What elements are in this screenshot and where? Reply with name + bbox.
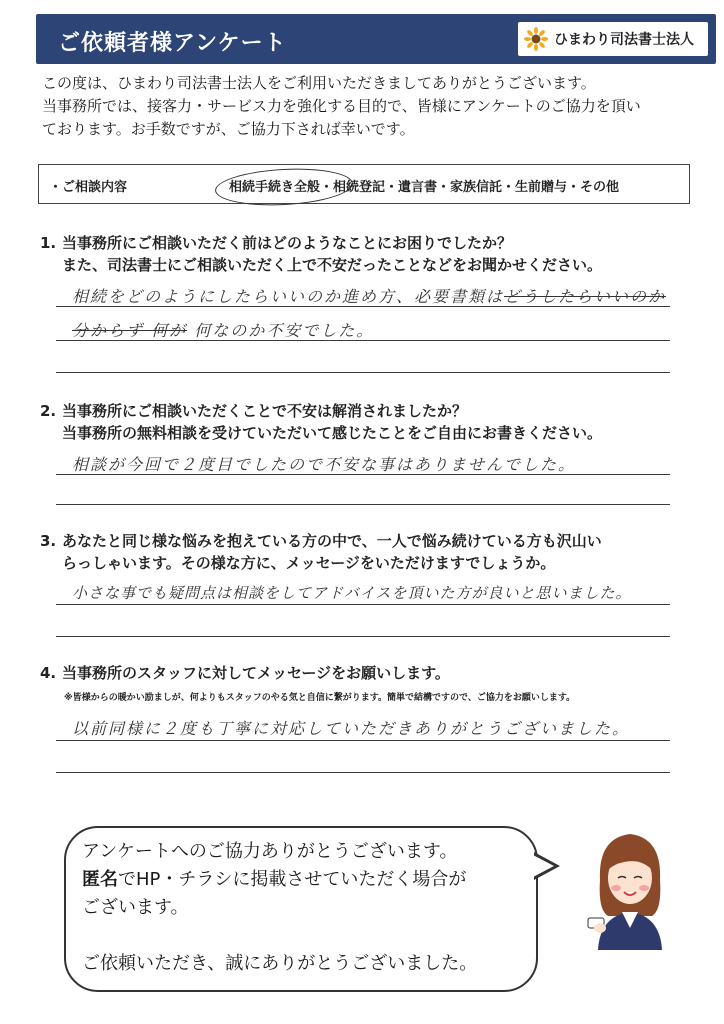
intro-line: ております。お手数ですが、ご協力下されば幸いです。: [42, 120, 415, 138]
question-text: あなたと同じ様な悩みを抱えている方の中で、一人で悩み続けている方も沢山い: [62, 532, 602, 550]
question-number: 1.: [40, 234, 57, 252]
bubble-tail-inner: [533, 855, 554, 877]
struck-text: どうしたらいいのか: [504, 287, 667, 306]
question-number: 2.: [40, 402, 57, 420]
handwritten-answer-3: [72, 582, 632, 603]
bubble-text: [82, 838, 532, 978]
consult-selected-option: 相続手続き全般: [229, 180, 321, 195]
answer-line: [56, 474, 670, 475]
consult-other-options: ・相続登記・遺言書・家族信託・生前贈与・その他: [320, 180, 620, 195]
consult-label: ・ご相談内容: [49, 180, 128, 195]
answer-line: [56, 740, 670, 741]
question-text: 当事務所にご相談いただくことで不安は解消されましたか？: [62, 402, 468, 420]
answer-text: 相談が今回で２度目でしたので不安な事はありませんでした。: [72, 455, 577, 474]
question-text: らっしゃいます。その様な方に、メッセージをいただけますでしょうか。: [62, 554, 556, 572]
bubble-line: ございます。: [82, 897, 189, 918]
bubble-line: [82, 866, 532, 894]
question-text: 当事務所の無料相談を受けていただいて感じたことをご自由にお書きください。: [62, 424, 603, 442]
answer-line: [56, 372, 670, 373]
header-bar: [36, 14, 716, 64]
bubble-line: アンケートへのご協力ありがとうございます。: [82, 841, 458, 862]
handwritten-answer-4: [72, 716, 630, 739]
page-title: ご依頼者様アンケート: [58, 31, 287, 56]
answer-line: [56, 504, 670, 505]
consult-options: [229, 176, 619, 195]
question-number: 3.: [40, 532, 57, 550]
brand-name: ひまわり司法書士法人: [554, 32, 694, 48]
answer-text: 相続をどのようにしたらいいのか進め方、必要書類は: [72, 287, 505, 306]
question-1: [40, 232, 602, 276]
answer-text: 以前同様に２度も丁寧に対応していただきありがとうございました。: [72, 719, 631, 738]
question-note: ※皆様からの暖かい励ましが、何よりもスタッフのやる気と自信に繋がります。簡単で結構ですので、ご協力をお願いします。: [64, 693, 576, 703]
sunflower-icon: [524, 27, 548, 51]
answer-line: [56, 604, 670, 605]
answer-line: [56, 340, 670, 341]
bubble-bold-word: 匿名: [82, 869, 118, 890]
question-2: [40, 400, 602, 444]
question-3: [40, 530, 602, 574]
intro-text: [42, 72, 702, 141]
answer-line: [56, 306, 670, 307]
question-number: 4.: [40, 664, 57, 682]
staff-woman-illustration: [580, 820, 680, 950]
answer-text: 何なのか不安でした。: [194, 321, 375, 340]
answer-text: 小さな事でも疑問点は相談をしてアドバイスを頂いた方が良いと思いました。: [72, 584, 632, 602]
question-text: また、司法書士にご相談いただく上で不安だったことなどをお聞かせください。: [62, 256, 603, 274]
consult-content-box: [38, 164, 690, 204]
intro-line: この度は、ひまわり司法書士法人をご利用いただきましてありがとうございます。: [42, 74, 596, 92]
question-text: 当事務所のスタッフに対してメッセージをお願いします。: [62, 664, 450, 682]
answer-line: [56, 772, 670, 773]
intro-line: 当事務所では、接客力・サービス力を強化する目的で、皆様にアンケートのご協力を頂い: [42, 97, 641, 115]
question-text: 当事務所にご相談いただく前はどのようなことにお困りでしたか？: [62, 234, 513, 252]
bubble-line: ご依頼いただき、誠にありがとうございました。: [82, 953, 478, 974]
handwritten-answer-2: [72, 452, 576, 475]
handwritten-answer-1b: [72, 318, 374, 341]
struck-text: 分からず 何が: [72, 321, 188, 340]
brand-logo: [518, 22, 708, 56]
handwritten-answer-1: [72, 284, 666, 307]
answer-line: [56, 636, 670, 637]
bubble-line-rest: でHP・チラシに掲載させていただく場合が: [118, 869, 467, 890]
question-4: [40, 662, 450, 684]
